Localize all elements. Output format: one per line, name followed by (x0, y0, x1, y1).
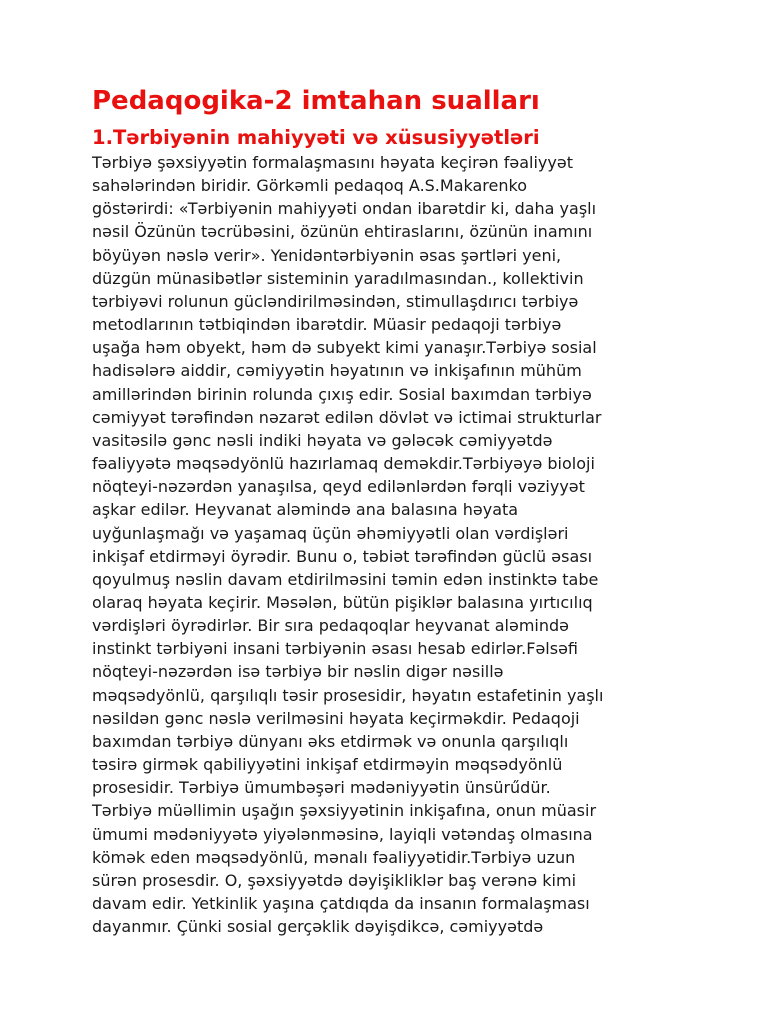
body-text-line: dayanmır. Çünki sosial gerçəklik dəyişdikcə, cəmiyyətdə (92, 917, 544, 937)
body-text-line: kömək eden məqsədyönlü, mənalı fəaliyyətidir.Tərbiyə uzun (92, 847, 576, 867)
body-text-line: amillərindən birinin rolunda çıxış edir. Sosial baxımdan tərbiyə (92, 384, 592, 404)
section-body (92, 151, 682, 938)
body-text-line: uyğunlaşmağı və yaşamaq üçün əhəmiyyətli olan vərdişləri (92, 523, 569, 543)
section-heading: 1.Tərbiyənin mahiyyəti və xüsusiyyətləri (92, 126, 540, 149)
body-text-line: məqsədyönlü, qarşılıqlı təsir prosesidir, həyatın estafetinin yaşlı (92, 685, 604, 705)
document-title: Pedaqogika-2 imtahan sualları (92, 86, 540, 116)
body-text-line: olaraq həyata keçirir. Məsələn, bütün pişiklər balasına yırtıcılıq (92, 592, 593, 612)
body-text-line: aşkar edilər. Heyvanat aləmində ana balasına həyata (92, 500, 519, 520)
body-text-line: nəsil Özünün təcrübəsini, özünün ehtiraslarını, özünün inamını (92, 222, 593, 242)
body-text-line: prosesidir. Tərbiyə ümumbəşəri mədəniyyətin ünsürűdür. (92, 778, 551, 798)
body-text-line: sürən prosesdir. O, şəxsiyyətdə dəyişikliklər baş verənə kimi (92, 870, 577, 890)
body-text-line: vasitəsilə gənc nəsli indiki həyata və gələcək cəmiyyətdə (92, 430, 553, 450)
body-text-line: göstərirdi: «Tərbiyənin mahiyyəti ondan ibarətdir ki, daha yaşlı (92, 199, 597, 219)
body-text-line: vərdişləri öyrədirlər. Bir sıra pedaqoqlar heyvanat aləmində (92, 616, 569, 636)
body-text-line: baxımdan tərbiyə dünyanı əks etdirmək və onunla qarşılıqlı (92, 731, 569, 751)
body-text-line: davam edir. Yetkinlik yaşına çatdıqda da insanın formalaşması (92, 894, 590, 913)
body-text-line: düzgün münasibətlər sisteminin yaradılmasından., kollektivin (92, 268, 584, 288)
body-text-line: nəsildən gənc nəslə verilməsini həyata keçirməkdir. Pedaqoji (92, 708, 580, 728)
body-text-line: cəmiyyət tərəfindən nəzarət edilən dövlət və ictimai strukturlar (92, 407, 602, 427)
body-text-line: fəaliyyətə məqsədyönlü hazırlamaq deməkdir.Tərbiyəyə bioloji (92, 454, 595, 474)
body-text-line: nöqteyi-nəzərdən yanaşılsa, qeyd edilənlərdən fərqli vəziyyət (92, 477, 585, 497)
body-text-line: inkişaf etdirməyi öyrədir. Bunu o, təbiət tərəfindən güclü əsası (92, 546, 593, 566)
document-page (92, 84, 682, 938)
body-text-line: Tərbiyə şəxsiyyətin formalaşmasını həyata keçirən fəaliyyət (92, 153, 573, 172)
body-text-line: nöqteyi-nəzərdən isə tərbiyə bir nəslin digər nəsillə (92, 662, 504, 682)
body-text-line: qoyulmuş nəslin davam etdirilməsini təmin edən instinktə tabe (92, 569, 599, 589)
body-text-line: hadisələrə aiddir, cəmiyyətin həyatının və inkişafının mühüm (92, 361, 582, 381)
body-text-line: tərbiyəvi rolunun gücləndirilməsindən, stimullaşdırıcı tərbiyə (92, 291, 579, 311)
body-text-line: təsirə girmək qabiliyyətini inkişaf etdirməyin məqsədyönlü (92, 755, 563, 775)
body-text-line: metodlarının tətbiqindən ibarətdir. Müasir pedaqoji tərbiyə (92, 315, 562, 335)
body-text-line: instinkt tərbiyəni insani tərbiyənin əsası hesab edirlər.Fəlsəfi (92, 639, 578, 659)
body-text-line: uşağa həm obyekt, həm də subyekt kimi yanaşır.Tərbiyə sosial (92, 338, 597, 358)
body-text-line: ümumi mədəniyyətə yiyələnməsinə, layiqli vətəndaş olmasına (92, 824, 593, 844)
body-text-line: sahələrindən biridir. Görkəmli pedaqoq A.S.Makarenko (92, 176, 527, 196)
body-text-line: Tərbiyə müəllimin uşağın şəxsiyyətinin inkişafına, onun müasir (92, 801, 597, 821)
body-text-line: böyüyən nəslə verir». Yenidəntərbiyənin əsas şərtləri yeni, (92, 245, 562, 265)
